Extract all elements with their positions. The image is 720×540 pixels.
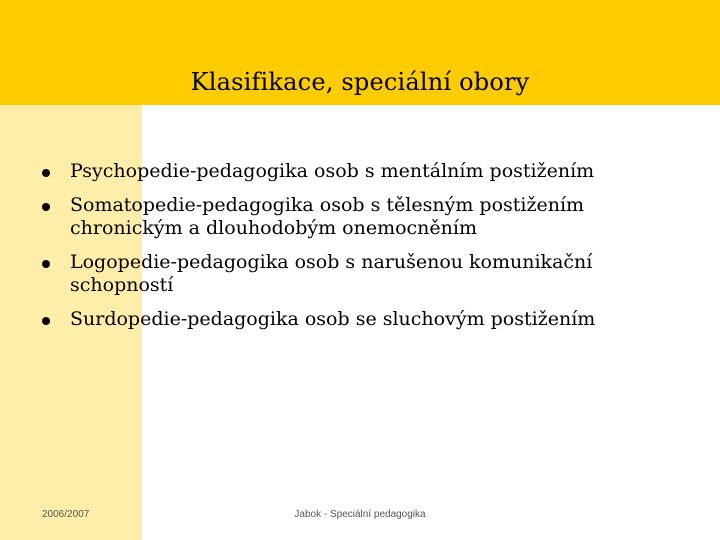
- bullet-item: [42, 251, 692, 297]
- footer-date: 2006/2007: [42, 509, 90, 520]
- bullet-text: Surdopedie-pedagogika osob se sluchovým postižením: [70, 308, 596, 330]
- bullet-list: [42, 160, 692, 342]
- bullet-text-continuation: chronickým a dlouhodobým onemocněním: [70, 217, 477, 239]
- bullet-item: [42, 194, 692, 240]
- bullet-dot-icon: [42, 169, 50, 177]
- bullet-item: [42, 160, 692, 183]
- bullet-text: Somatopedie-pedagogika osob s tělesným postižením: [70, 194, 585, 216]
- bullet-text-continuation: schopností: [70, 274, 174, 296]
- bullet-dot-icon: [42, 317, 50, 325]
- slide-title: Klasifikace, speciální obory: [190, 68, 530, 96]
- bullet-item: [42, 308, 692, 331]
- bullet-dot-icon: [42, 260, 50, 268]
- bullet-text: Logopedie-pedagogika osob s narušenou komunikační: [70, 251, 593, 273]
- bullet-text: Psychopedie-pedagogika osob s mentálním postižením: [70, 160, 595, 182]
- footer-title: Jabok - Speciální pedagogika: [294, 509, 426, 520]
- bullet-dot-icon: [42, 203, 50, 211]
